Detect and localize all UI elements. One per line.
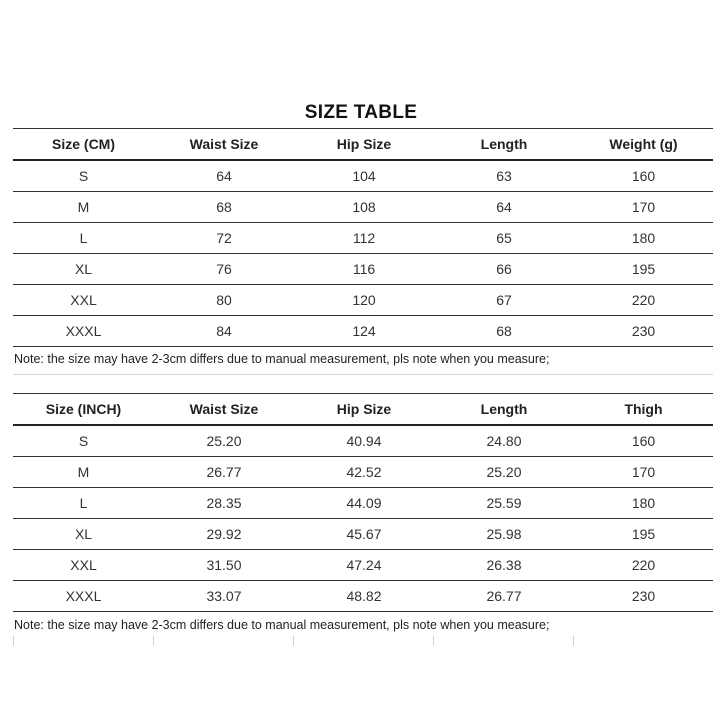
table-header-row (13, 129, 713, 161)
table-row (13, 254, 713, 285)
table-row (13, 550, 713, 581)
table-row (13, 488, 713, 519)
cell-hip: 48.82 (294, 581, 434, 612)
cell-size: XXL (13, 285, 154, 316)
cell-thigh: 195 (574, 519, 713, 550)
column-header-thigh: Thigh (574, 394, 713, 426)
column-header-length: Length (434, 129, 574, 161)
size-table-inch (13, 393, 713, 612)
cell-hip: 47.24 (294, 550, 434, 581)
table-row (13, 285, 713, 316)
cell-size: XXXL (13, 581, 154, 612)
cell-length: 65 (434, 223, 574, 254)
cell-size: M (13, 457, 154, 488)
cell-length: 67 (434, 285, 574, 316)
cell-weight: 220 (574, 285, 713, 316)
cell-length: 25.98 (434, 519, 574, 550)
decorative-tick (573, 636, 574, 646)
decorative-tick (293, 636, 294, 646)
cell-waist: 76 (154, 254, 294, 285)
cell-waist: 25.20 (154, 425, 294, 457)
cell-thigh: 170 (574, 457, 713, 488)
cell-waist: 64 (154, 160, 294, 192)
cell-size: S (13, 160, 154, 192)
cell-waist: 33.07 (154, 581, 294, 612)
cell-hip: 40.94 (294, 425, 434, 457)
column-header-length: Length (434, 394, 574, 426)
size-table-cm (13, 128, 713, 347)
cell-length: 25.59 (434, 488, 574, 519)
column-header-waist: Waist Size (154, 129, 294, 161)
cell-waist: 84 (154, 316, 294, 347)
cell-length: 26.77 (434, 581, 574, 612)
cell-waist: 68 (154, 192, 294, 223)
cell-thigh: 160 (574, 425, 713, 457)
measurement-note: Note: the size may have 2-3cm differs due to manual measurement, pls note when you measure; (14, 352, 550, 366)
cell-size: XL (13, 254, 154, 285)
table-row (13, 160, 713, 192)
cell-hip: 124 (294, 316, 434, 347)
cell-waist: 80 (154, 285, 294, 316)
table-row (13, 425, 713, 457)
cell-waist: 31.50 (154, 550, 294, 581)
column-header-size: Size (CM) (13, 129, 154, 161)
cell-size: L (13, 488, 154, 519)
cell-length: 66 (434, 254, 574, 285)
cell-weight: 180 (574, 223, 713, 254)
cell-length: 68 (434, 316, 574, 347)
cell-waist: 72 (154, 223, 294, 254)
cell-hip: 45.67 (294, 519, 434, 550)
table-row (13, 223, 713, 254)
cell-waist: 28.35 (154, 488, 294, 519)
column-header-weight: Weight (g) (574, 129, 713, 161)
table-row (13, 192, 713, 223)
column-header-waist: Waist Size (154, 394, 294, 426)
cell-length: 24.80 (434, 425, 574, 457)
decorative-tick (433, 636, 434, 646)
cell-weight: 160 (574, 160, 713, 192)
cell-weight: 170 (574, 192, 713, 223)
cell-hip: 42.52 (294, 457, 434, 488)
cell-hip: 108 (294, 192, 434, 223)
cell-size: M (13, 192, 154, 223)
cell-size: XXXL (13, 316, 154, 347)
cell-hip: 120 (294, 285, 434, 316)
column-header-hip: Hip Size (294, 129, 434, 161)
cell-size: L (13, 223, 154, 254)
measurement-note: Note: the size may have 2-3cm differs due to manual measurement, pls note when you measure; (14, 618, 550, 632)
cell-hip: 104 (294, 160, 434, 192)
table-row (13, 581, 713, 612)
cell-weight: 195 (574, 254, 713, 285)
table-row (13, 316, 713, 347)
cell-length: 64 (434, 192, 574, 223)
cell-thigh: 220 (574, 550, 713, 581)
column-header-hip: Hip Size (294, 394, 434, 426)
table-header-row (13, 394, 713, 426)
cell-waist: 26.77 (154, 457, 294, 488)
table-row (13, 457, 713, 488)
section-divider (13, 374, 713, 375)
cell-hip: 44.09 (294, 488, 434, 519)
column-header-size: Size (INCH) (13, 394, 154, 426)
cell-hip: 112 (294, 223, 434, 254)
cell-size: XXL (13, 550, 154, 581)
cell-thigh: 180 (574, 488, 713, 519)
cell-weight: 230 (574, 316, 713, 347)
table-row (13, 519, 713, 550)
cell-waist: 29.92 (154, 519, 294, 550)
cell-size: S (13, 425, 154, 457)
cell-hip: 116 (294, 254, 434, 285)
cell-length: 63 (434, 160, 574, 192)
decorative-tick (13, 636, 14, 646)
decorative-tick (153, 636, 154, 646)
page-title: SIZE TABLE (304, 102, 418, 123)
cell-thigh: 230 (574, 581, 713, 612)
cell-size: XL (13, 519, 154, 550)
cell-length: 26.38 (434, 550, 574, 581)
cell-length: 25.20 (434, 457, 574, 488)
